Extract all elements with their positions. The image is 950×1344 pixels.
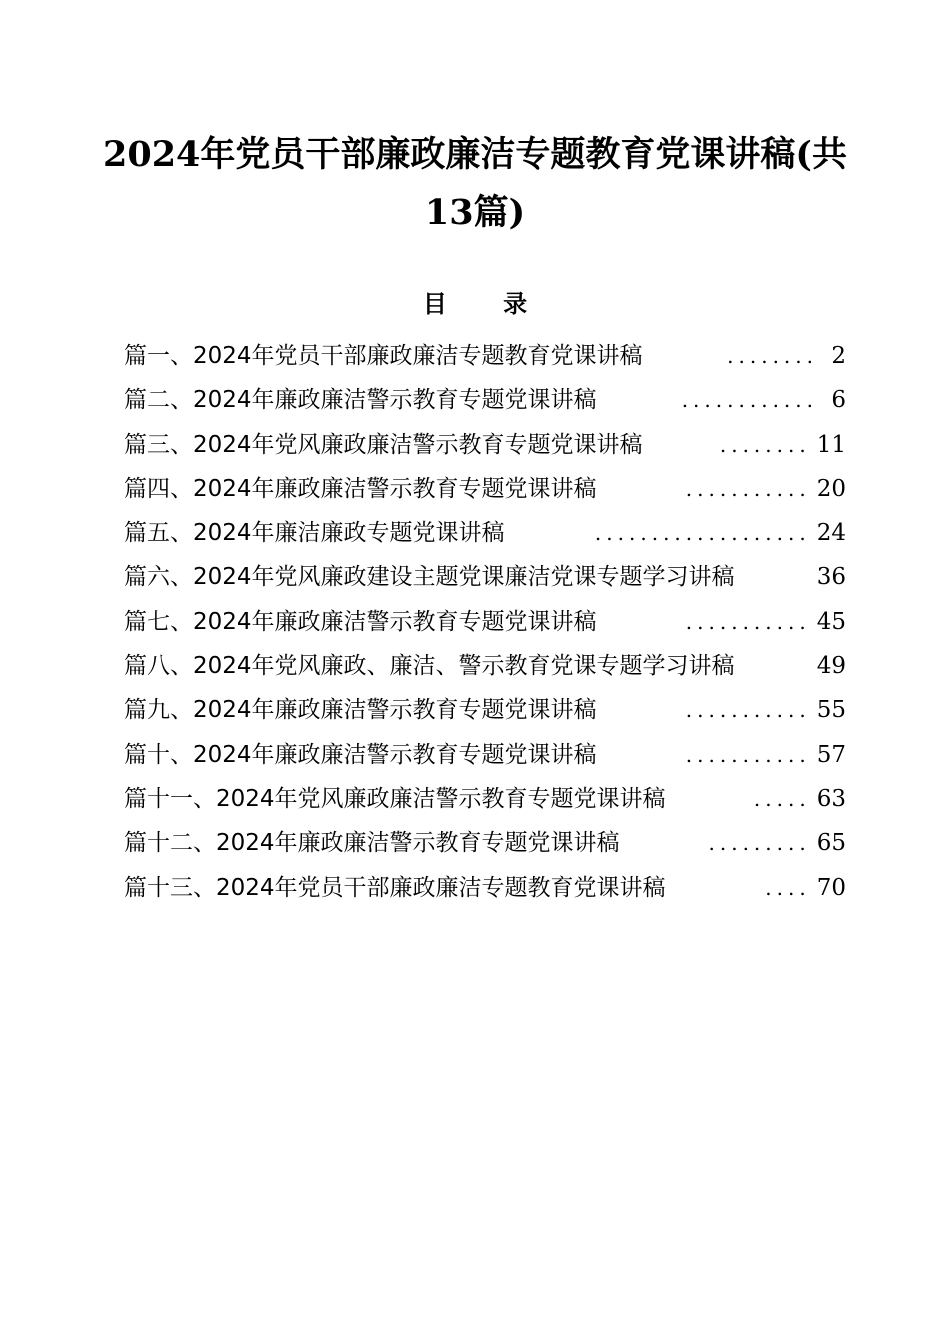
toc-item-page: 57: [816, 741, 846, 768]
toc-item-leader: ...................: [594, 521, 811, 546]
toc-item[interactable]: [124, 467, 846, 511]
toc-item-label: 篇十一、2024年党风廉政廉洁警示教育专题党课讲稿: [124, 785, 666, 812]
toc-item-leader: .........: [708, 831, 811, 856]
toc-item-leader: ........: [727, 344, 818, 368]
toc-item[interactable]: [124, 511, 846, 555]
toc-item-label: 篇三、2024年党风廉政廉洁警示教育专题党课讲稿: [124, 431, 643, 458]
toc-item-label: 篇九、2024年廉政廉洁警示教育专题党课讲稿: [124, 697, 597, 724]
toc-item-label: 篇八、2024年党风廉政、廉洁、警示教育党课专题学习讲稿: [124, 653, 735, 680]
document-title-line-1: 2024年党员干部廉政廉洁专题教育党课讲稿(共: [103, 134, 847, 175]
toc-item-page: 65: [816, 830, 846, 857]
toc-item[interactable]: [124, 644, 846, 688]
toc-item-page: 63: [816, 785, 846, 812]
toc-item-leader: ...........: [685, 609, 811, 634]
toc-item[interactable]: [124, 378, 846, 422]
toc-item-page: 70: [816, 874, 846, 901]
toc-item[interactable]: [124, 821, 846, 865]
toc-item-label: 篇四、2024年廉政廉洁警示教育专题党课讲稿: [124, 475, 597, 502]
toc-item-page: 20: [816, 475, 846, 502]
toc-item[interactable]: [124, 334, 846, 378]
toc-item-page: 55: [816, 697, 846, 724]
toc-item-page: 45: [816, 608, 846, 635]
toc-item-page: 2: [831, 343, 846, 369]
toc-item-leader: .....: [753, 786, 811, 811]
toc-item-page: 36: [816, 564, 846, 591]
toc-item[interactable]: [124, 866, 846, 910]
toc-item-label: 篇一、2024年党员干部廉政廉洁专题教育党课讲稿: [124, 343, 643, 369]
toc-item-leader: ........: [719, 432, 811, 457]
toc-item-leader: ...........: [685, 698, 811, 723]
toc-item-label: 篇二、2024年廉政廉洁警示教育专题党课讲稿: [124, 387, 597, 414]
toc-item[interactable]: [124, 688, 846, 732]
document-title-line-2: 13篇): [424, 192, 526, 233]
toc-item-label: 篇十二、2024年廉政廉洁警示教育专题党课讲稿: [124, 830, 620, 857]
toc-item[interactable]: [124, 777, 846, 821]
toc-item-label: 篇七、2024年廉政廉洁警示教育专题党课讲稿: [124, 608, 597, 635]
toc-item-page: 11: [816, 431, 846, 458]
toc-item[interactable]: [124, 733, 846, 777]
toc-item-page: 6: [831, 387, 846, 414]
toc-item-page: 24: [816, 520, 846, 547]
toc-heading: 目 录: [422, 290, 552, 318]
toc-item[interactable]: [124, 555, 846, 599]
table-of-contents: [124, 334, 846, 910]
toc-item-leader: ............: [681, 388, 818, 413]
toc-item-label: 篇十、2024年廉政廉洁警示教育专题党课讲稿: [124, 741, 597, 768]
toc-item-leader: ...........: [685, 476, 811, 501]
toc-item-label: 篇五、2024年廉洁廉政专题党课讲稿: [124, 520, 505, 547]
toc-item-label: 篇六、2024年党风廉政建设主题党课廉洁党课专题学习讲稿: [124, 564, 735, 591]
toc-item-leader: ...........: [685, 742, 811, 767]
toc-item-leader: ....: [765, 875, 811, 900]
toc-item-page: 49: [816, 653, 846, 680]
toc-item[interactable]: [124, 600, 846, 644]
toc-item-label: 篇十三、2024年党员干部廉政廉洁专题教育党课讲稿: [124, 874, 666, 901]
toc-item[interactable]: [124, 423, 846, 467]
